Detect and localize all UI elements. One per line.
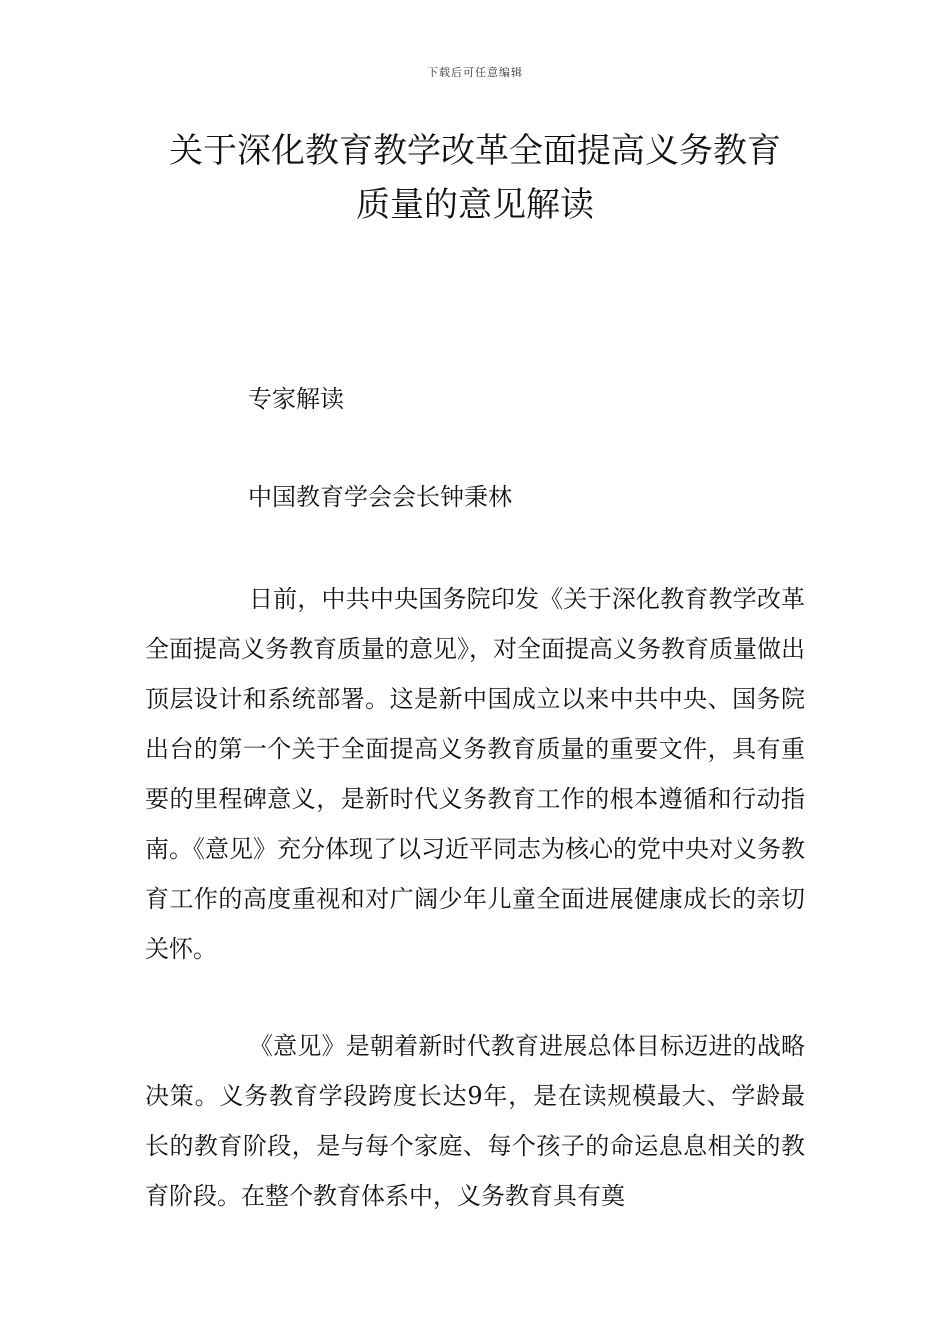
document-title [120, 124, 830, 232]
author-line: 中国教育学会会长钟秉林 [248, 483, 512, 511]
title-line-1: 关于深化教育教学改革全面提高义务教育 [169, 131, 781, 171]
section-label: 专家解读 [248, 385, 344, 413]
header-note: 下载后可任意编辑 [427, 66, 523, 79]
title-line-2: 质量的意见解读 [356, 185, 594, 225]
body-paragraph-2: 《意见》是朝着新时代教育进展总体目标迈进的战略决策。义务教育学段跨度长达9年，是在读规模最大、学龄最长的教育阶段，是与每个家庭、每个孩子的命运息息相关的教育阶段。在整个教育体系中，义务教育具有奠 [145, 1032, 805, 1210]
body-paragraph-1: 日前，中共中央国务院印发《关于深化教育教学改革全面提高义务教育质量的意见》，对全面提高义务教育质量做出顶层设计和系统部署。这是新中国成立以来中共中央、国务院出台的第一个关于全面提高义务教育质量的重要文件，具有重要的里程碑意义，是新时代义务教育工作的根本遵循和行动指南。《意见》充分体现了以习近平同志为核心的党中央对义务教育工作的高度重视和对广阔少年儿童全面进展健康成长的亲切关怀。 [145, 585, 805, 963]
